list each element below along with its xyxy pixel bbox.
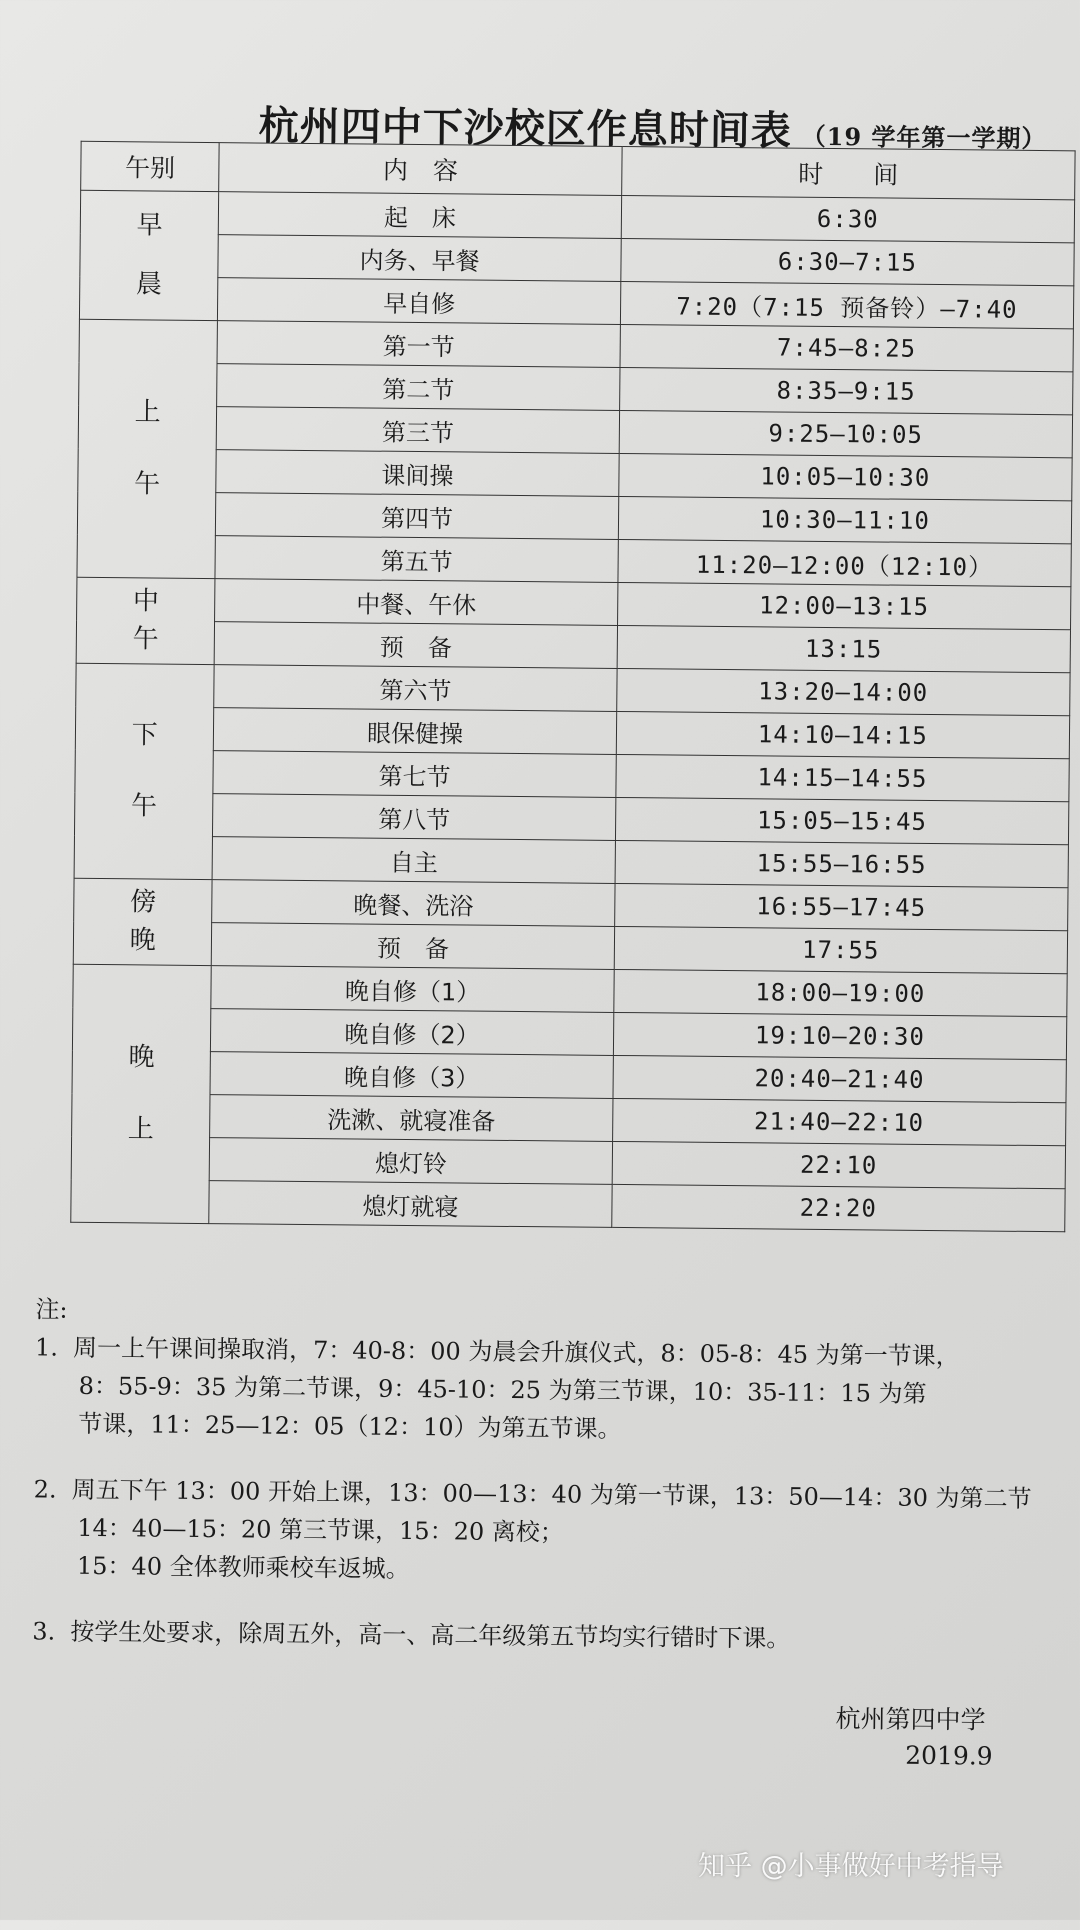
note-2-line-2: 14：40—15：20 第三节课，15：20 离校； [77,1513,564,1547]
content-cell: 第六节 [214,665,617,712]
content-cell: 熄灯就寝 [209,1181,612,1228]
schedule-table [70,141,1075,1233]
content-cell: 第八节 [213,794,616,841]
period-char: 早 [136,210,163,241]
notes-section [32,1290,1075,1660]
time-cell: 6:30—7:15 [620,238,1074,285]
signature-block [835,1701,993,1775]
period-char: 晨 [135,269,163,300]
note-2-number: 2. [33,1475,57,1504]
title-text: 杭州四中下沙校区作息时间表 [258,102,793,155]
content-cell: 预 备 [212,923,615,970]
time-cell: 14:10—14:15 [616,711,1070,758]
period-cell [71,964,212,1223]
period-cell [76,577,215,664]
note-3-line-1: 按学生处要求，除周五外，高一、高二年级第五节均实行错时下课。 [70,1617,791,1653]
time-cell: 18:00—19:00 [613,969,1067,1016]
content-cell: 晚自修（1） [211,966,614,1013]
notes-label: 注: [35,1295,68,1324]
content-cell: 第五节 [215,536,618,583]
content-cell: 洗漱、就寝准备 [210,1095,613,1142]
content-cell: 课间操 [216,450,619,497]
content-cell: 中餐、午休 [215,579,618,626]
content-cell: 自主 [212,837,615,884]
content-cell: 第二节 [217,364,620,411]
period-char: 上 [127,1113,155,1145]
note-2-line-1: 周五下午 13：00 开始上课，13：00—13：40 为第一节课，13：50—14：30 为第二节 [71,1475,1032,1513]
content-cell: 第一节 [217,321,620,368]
time-cell: 17:55 [614,926,1068,973]
content-cell: 熄灯铃 [210,1138,613,1185]
period-cell [77,319,218,578]
period-char: 晚 [129,924,156,956]
signature-school: 杭州第四中学 [835,1704,986,1735]
table-row [71,1179,1065,1232]
time-cell: 21:40—22:10 [612,1098,1066,1145]
period-char: 午 [130,791,158,822]
title-subtitle: （19 学年第一学期） [801,121,1047,154]
content-cell: 第三节 [217,407,620,454]
content-cell: 眼保健操 [214,708,617,755]
note-1 [34,1328,1075,1452]
time-cell: 13:20—14:00 [616,668,1070,715]
period-cell [73,878,212,965]
period-char: 傍 [129,887,157,918]
time-cell: 14:15—14:55 [616,754,1070,801]
note-1-line-2: 8：55-9：35 为第二节课，9：45-10：25 为第三节课，10：35-11：15 为第 [78,1371,927,1408]
schedule-body [71,190,1075,1231]
time-cell: 8:35—9:15 [619,367,1073,414]
signature-date: 2019.9 [905,1740,993,1771]
time-cell: 15:05—15:45 [615,797,1069,844]
note-1-line-3: 节课，11：25—12：05（12：10）为第五节课。 [78,1409,622,1444]
content-cell: 起 床 [219,192,622,239]
period-char: 下 [131,720,158,751]
note-1-line-1: 周一上午课间操取消，7：40-8：00 为晨会升旗仪式，8：05-8：45 为第一节课， [72,1333,960,1371]
header-content: 内 容 [219,143,622,196]
content-cell: 预 备 [215,622,618,669]
header-period: 午别 [81,141,220,191]
period-char: 午 [133,468,161,500]
period-char: 中 [132,586,160,617]
period-cell [74,663,214,879]
period-char: 晚 [128,1042,155,1073]
time-cell: 10:30—11:10 [618,496,1072,543]
time-cell: 13:15 [617,625,1071,672]
header-time: 时 间 [621,146,1075,199]
period-char: 上 [134,397,161,428]
content-cell: 晚自修（3） [210,1052,613,1099]
time-cell: 7:20（7:15 预备铃）—7:40 [620,281,1074,328]
time-cell: 20:40—21:40 [613,1055,1067,1102]
note-2 [33,1470,1074,1594]
content-cell: 第四节 [216,493,619,540]
time-cell: 22:10 [612,1141,1066,1188]
note-2-line-3: 15：40 全体教师乘校车返城。 [76,1551,410,1584]
time-cell: 12:00—13:15 [617,582,1071,629]
time-cell: 19:10—20:30 [613,1012,1067,1059]
content-cell: 第七节 [213,751,616,798]
time-cell: 6:30 [621,195,1075,242]
time-cell: 9:25—10:05 [619,410,1073,457]
content-cell: 内务、早餐 [218,235,621,282]
note-1-number: 1. [34,1333,59,1362]
period-cell [79,190,219,320]
time-cell: 11:20—12:00（12:10） [618,539,1072,586]
watermark-text: 知乎 @小事做好中考指导 [698,1851,1004,1882]
time-cell: 15:55—16:55 [615,840,1069,887]
period-char: 午 [132,623,159,655]
note-3-number: 3. [32,1617,56,1646]
content-cell: 晚自修（2） [211,1009,614,1056]
time-cell: 7:45—8:25 [620,324,1074,371]
time-cell: 10:05—10:30 [618,453,1072,500]
content-cell: 早自修 [218,278,621,325]
content-cell: 晚餐、洗浴 [212,880,615,927]
time-cell: 22:20 [611,1184,1065,1231]
time-cell: 16:55—17:45 [614,883,1068,930]
